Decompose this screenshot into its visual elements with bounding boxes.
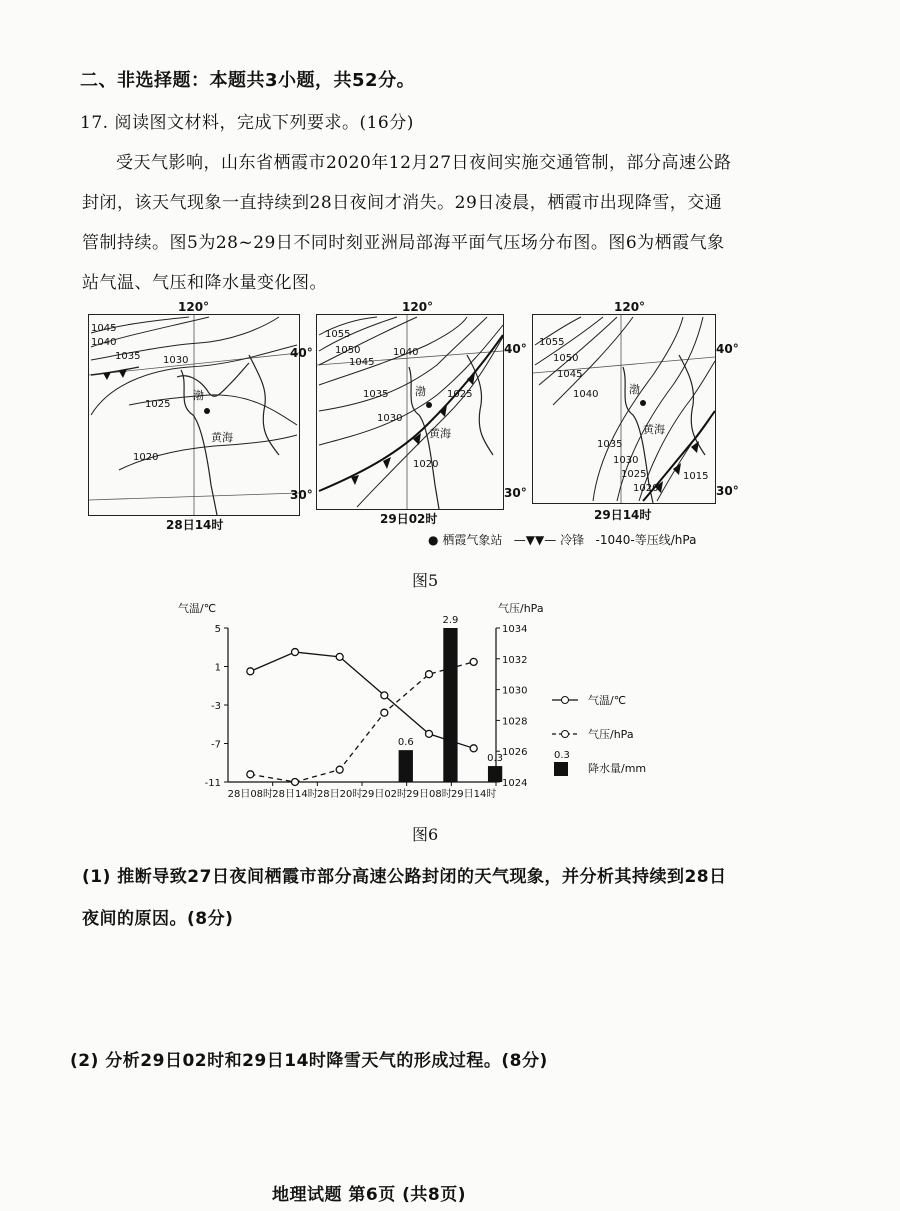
map2-lat-north: 40° xyxy=(504,342,527,356)
temperature-point xyxy=(470,745,477,752)
map3-lat-north: 40° xyxy=(716,342,739,356)
map3-isobar-1015: 1015 xyxy=(683,471,709,482)
map1-isobar-1040: 1040 xyxy=(91,337,117,348)
legend-bar-swatch xyxy=(554,762,568,776)
legend-bar-value: 0.3 xyxy=(554,750,570,761)
paragraph-line-2: 封闭，该天气现象一直持续到28日夜间才消失。29日凌晨，栖霞市出现降雪，交通 xyxy=(82,193,723,213)
map1-isobar-1030: 1030 xyxy=(163,355,189,366)
precip-bar-label: 0.6 xyxy=(397,737,414,749)
chart-left-tick-label: -11 xyxy=(204,778,221,789)
map-legend xyxy=(428,531,696,548)
map3-province-label: 渤 xyxy=(629,383,640,396)
chart-x-tick-label: 28日14时 xyxy=(272,789,318,800)
chart-x-tick-label: 28日20时 xyxy=(316,789,363,800)
map-28d14 xyxy=(88,314,300,516)
temperature-point xyxy=(292,649,299,656)
chart-right-tick-label: 1024 xyxy=(502,778,528,789)
map2-isobar-1020: 1020 xyxy=(413,459,439,470)
map3-isobar-1050: 1050 xyxy=(553,353,579,364)
temperature-point xyxy=(381,692,388,699)
chart-left-tick-label: 5 xyxy=(214,624,221,635)
chart-ylabel-left: 气温/℃ xyxy=(178,602,217,615)
map-29d14 xyxy=(532,314,716,504)
fig6-chart xyxy=(160,600,700,815)
chart-x-tick-label: 29日08时 xyxy=(406,789,452,800)
chart-right-tick-label: 1026 xyxy=(502,747,528,759)
map2-isobar-1050: 1050 xyxy=(335,345,361,356)
legend-cold-front: 冷锋 xyxy=(560,533,585,547)
page-footer: 地理试题 第6页 (共8页) xyxy=(272,1185,467,1205)
paragraph-line-1: 受天气影响，山东省栖霞市2020年12月27日夜间实施交通管制，部分高速公路 xyxy=(116,153,732,173)
chart-left-tick-label: 1 xyxy=(214,662,221,674)
pressure-point xyxy=(292,779,299,786)
map1-isobar-1020: 1020 xyxy=(133,452,159,463)
pressure-point xyxy=(470,658,477,665)
map2-lat-south: 30° xyxy=(504,486,527,500)
pressure-point xyxy=(336,766,343,773)
map1-isobar-1045: 1045 xyxy=(91,323,117,334)
map1-isobar-1025: 1025 xyxy=(145,399,171,410)
paragraph-line-3: 管制持续。图5为28~29日不同时刻亚洲局部海平面气压场分布图。图6为栖霞气象 xyxy=(82,233,725,253)
map3-isobar-1035: 1035 xyxy=(597,439,623,450)
map3-isobar-1020: 1020 xyxy=(633,483,659,494)
legend-series-label: 气压/hPa xyxy=(588,728,634,741)
chart-x-tick-label: 28日08时 xyxy=(227,789,274,800)
map2-isobar-1030: 1030 xyxy=(377,413,403,424)
map3-lat-south: 30° xyxy=(716,484,739,498)
temperature-point xyxy=(426,730,433,737)
chart-right-tick-label: 1034 xyxy=(502,624,528,635)
map2-isobar-1045: 1045 xyxy=(349,357,375,368)
map3-lon-label: 120° xyxy=(614,300,646,314)
map2-province-label: 渤 xyxy=(415,385,426,398)
map1-lat-north: 40° xyxy=(290,346,313,360)
chart-left-tick-label: -3 xyxy=(211,701,221,712)
precip-bar xyxy=(399,750,413,782)
pressure-point xyxy=(247,771,254,778)
map2-isobar-1040: 1040 xyxy=(393,347,419,358)
map2-caption: 29日02时 xyxy=(380,512,438,526)
map1-lon-label: 120° xyxy=(178,300,210,314)
map3-sea-label: 黄海 xyxy=(643,423,665,436)
chart-left-tick-label: -7 xyxy=(211,739,221,751)
q2: (2) 分析29日02时和29日14时降雪天气的形成过程。(8分) xyxy=(70,1051,548,1071)
station-dot-icon: ● xyxy=(428,533,439,547)
legend-station: 栖霞气象站 xyxy=(442,533,503,547)
legend-isobar: -1040-等压线/hPa xyxy=(595,533,697,547)
map1-caption: 28日14时 xyxy=(166,518,224,532)
temperature-line xyxy=(250,652,473,748)
pressure-point xyxy=(426,671,433,678)
section-heading: 二、非选择题：本题共3小题，共52分。 xyxy=(80,70,416,91)
temperature-point xyxy=(336,653,343,660)
pressure-line xyxy=(250,662,473,782)
map1-province-label: 渤 xyxy=(193,389,204,402)
precip-bar xyxy=(488,766,502,782)
map3-isobar-1025: 1025 xyxy=(621,469,647,480)
map2-sea-label: 黄海 xyxy=(429,427,451,440)
fig5-label: 图5 xyxy=(412,571,439,590)
map1-lat-south: 30° xyxy=(290,488,313,502)
map1-sea-label: 黄海 xyxy=(211,431,233,444)
legend-point-swatch xyxy=(562,731,569,738)
q1-line-2: 夜间的原因。(8分) xyxy=(82,909,234,929)
legend-series-label: 降水量/mm xyxy=(588,762,647,775)
map2-isobar-1055: 1055 xyxy=(325,329,351,340)
map2-isobar-1025: 1025 xyxy=(447,389,473,400)
paragraph-line-4: 站气温、气压和降水量变化图。 xyxy=(82,273,327,293)
map3-isobar-1030: 1030 xyxy=(613,455,639,466)
chart-x-tick-label: 29日14时 xyxy=(450,789,497,800)
map3-caption: 29日14时 xyxy=(594,508,652,522)
temperature-point xyxy=(247,668,254,675)
precip-bar xyxy=(443,628,457,782)
chart-right-tick-label: 1032 xyxy=(502,654,528,666)
chart-right-tick-label: 1030 xyxy=(502,685,528,697)
map2-lon-label: 120° xyxy=(402,300,434,314)
map3-isobar-1055: 1055 xyxy=(539,337,565,348)
precip-bar-label: 2.9 xyxy=(442,615,459,626)
chart-x-tick-label: 29日02时 xyxy=(361,789,408,800)
map1-isobar-1035: 1035 xyxy=(115,351,141,362)
question-17-title: 17. 阅读图文材料，完成下列要求。(16分) xyxy=(80,113,414,133)
map3-isobar-1045: 1045 xyxy=(557,369,583,380)
q1-line-1: (1) 推断导致27日夜间栖霞市部分高速公路封闭的天气现象，并分析其持续到28日 xyxy=(82,867,727,887)
pressure-point xyxy=(381,709,388,716)
legend-point-swatch xyxy=(562,697,569,704)
legend-series-label: 气温/℃ xyxy=(588,694,627,707)
map3-isobar-1040: 1040 xyxy=(573,389,599,400)
chart-ylabel-right: 气压/hPa xyxy=(498,602,544,615)
map-29d02 xyxy=(316,314,504,510)
cold-front-icon: —▼▼— xyxy=(513,533,557,547)
precip-bar-label: 0.3 xyxy=(487,753,504,765)
chart-right-tick-label: 1028 xyxy=(502,716,528,728)
fig6-label: 图6 xyxy=(412,825,439,844)
map2-isobar-1035: 1035 xyxy=(363,389,389,400)
